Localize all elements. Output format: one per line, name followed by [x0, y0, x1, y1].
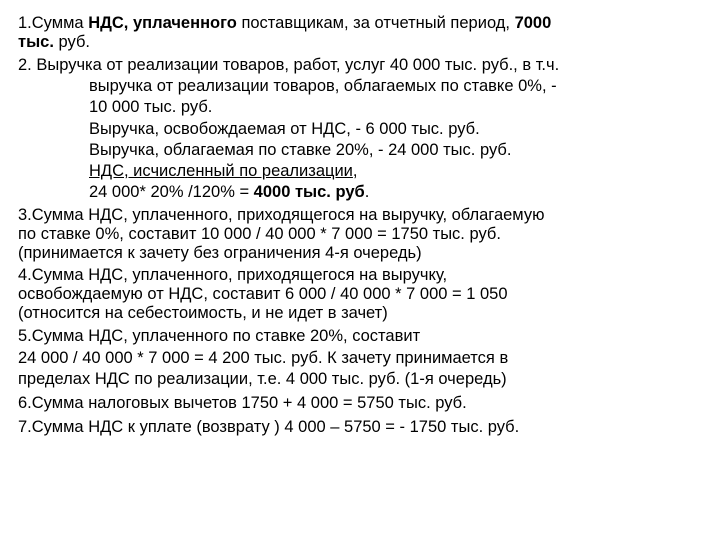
- item-2-formula: 24 000* 20% /120% =: [89, 183, 254, 202]
- item-4-line-1: 4.Сумма НДС, уплаченного, приходящегося на выручку,: [18, 266, 448, 285]
- item-2-line-7: [18, 182, 708, 203]
- item-1-line-1: [18, 14, 708, 33]
- item-7-line-1: 7.Сумма НДС к уплате (возврату ) 4 000 – 5750 = - 1750 тыс. руб.: [18, 418, 520, 437]
- item-4-line-3: (относится на себестоимость, и не идет в зачет): [18, 304, 388, 323]
- item-2-line-5: Выручка, облагаемая по ставке 20%, - 24 000 тыс. руб.: [89, 140, 512, 159]
- item-5-line-3: пределах НДС по реализации, т.е. 4 000 тыс. руб. (1-я очередь): [18, 369, 507, 388]
- item-3-line-1: 3.Сумма НДС, уплаченного, приходящегося на выручку, облагаемую: [18, 206, 545, 225]
- item-1-middle-text: поставщикам, за отчетный период,: [236, 14, 515, 32]
- item-2-line-7-end: .: [364, 183, 370, 202]
- item-1-amount: 7000: [514, 14, 552, 32]
- item-6-line-1: 6.Сумма налоговых вычетов 1750 + 4 000 = 5750 тыс. руб.: [18, 394, 467, 413]
- item-1-unit-rest: руб.: [53, 33, 90, 51]
- item-2-vat-calculated-label: НДС, исчисленный по реализации: [89, 162, 353, 181]
- item-5-line-1: 5.Сумма НДС, уплаченного по ставке 20%, составит: [18, 327, 421, 346]
- item-2-line-6-comma: ,: [352, 162, 358, 181]
- item-2-line-4: Выручка, освобождаемая от НДС, - 6 000 тыс. руб.: [89, 119, 480, 138]
- item-3-line-3: (принимается к зачету без ограничения 4-я очередь): [18, 244, 422, 263]
- item-2-result: 4000 тыс. руб: [253, 183, 365, 202]
- item-1-prefix: 1.Сумма: [18, 14, 89, 32]
- slide-content: [18, 14, 708, 438]
- item-5-line-2: 24 000 / 40 000 * 7 000 = 4 200 тыс. руб. К зачету принимается в: [18, 348, 509, 367]
- item-3-line-2: по ставке 0%, составит 10 000 / 40 000 * 7 000 = 1750 тыс. руб.: [18, 225, 501, 244]
- item-2-line-6: [18, 161, 708, 182]
- item-1-unit-bold: тыс.: [18, 33, 54, 51]
- item-2-line-3: 10 000 тыс. руб.: [89, 98, 213, 117]
- item-2-line-1: 2. Выручка от реализации товаров, работ, услуг 40 000 тыс. руб., в т.ч.: [18, 56, 560, 74]
- item-1-line-2: [18, 33, 708, 52]
- item-2-line-2: выручка от реализации товаров, облагаемых по ставке 0%, -: [89, 77, 557, 96]
- item-4-line-2: освобождаемую от НДС, составит 6 000 / 40 000 * 7 000 = 1 050: [18, 285, 508, 304]
- item-1-bold-vat-paid: НДС, уплаченного: [88, 14, 237, 32]
